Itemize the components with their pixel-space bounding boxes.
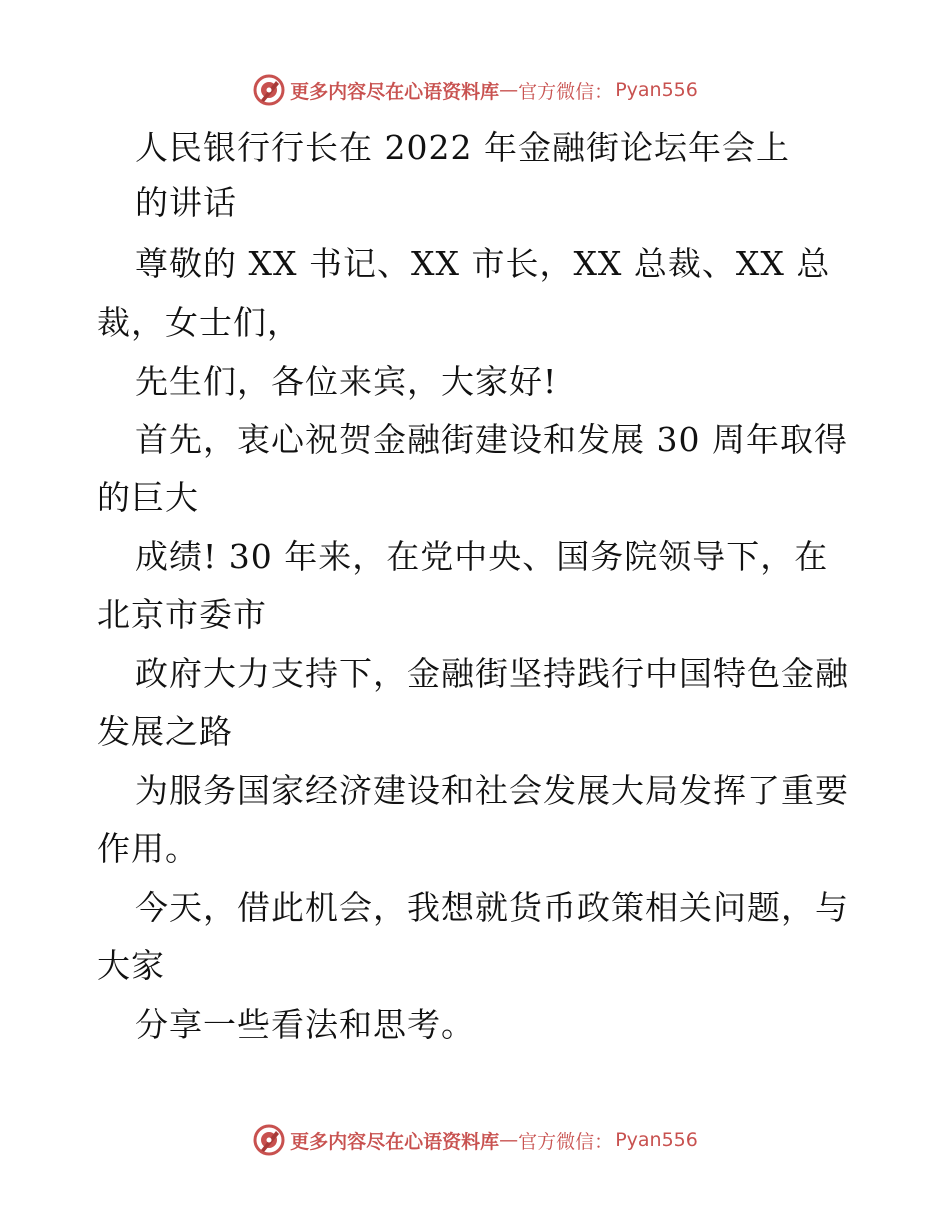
doc-line-7: 的巨大	[97, 478, 199, 517]
banner-main-text: 更多内容尽在心语资料库	[290, 80, 500, 103]
doc-line-14: 今天，借此机会，我想就货币政策相关问题，与	[135, 888, 849, 927]
pen-nib-circle-icon	[252, 1123, 286, 1157]
footer-watermark-banner	[0, 1120, 950, 1160]
banner-separator: —	[499, 79, 519, 101]
doc-line-13: 作用。	[97, 829, 199, 868]
doc-line-5: 先生们，各位来宾，大家好!	[135, 362, 558, 401]
doc-line-10: 政府大力支持下，金融街坚持践行中国特色金融	[135, 654, 849, 693]
doc-line-11: 发展之路	[97, 712, 233, 751]
header-watermark-banner	[0, 70, 950, 110]
banner-wechat-label: 官方微信：	[518, 80, 614, 103]
pen-nib-circle-icon	[252, 73, 286, 107]
doc-line-8: 成绩! 30 年来，在党中央、国务院领导下，在	[135, 537, 829, 576]
doc-line-3: 尊敬的 XX 书记、XX 市长，XX 总裁、XX 总	[135, 244, 831, 283]
doc-line-6: 首先，衷心祝贺金融街建设和发展 30 周年取得	[135, 420, 848, 459]
doc-line-12: 为服务国家经济建设和社会发展大局发挥了重要	[135, 771, 849, 810]
doc-line-15: 大家	[97, 946, 165, 985]
doc-line-2: 的讲话	[135, 183, 237, 222]
banner-separator: —	[499, 1129, 519, 1151]
banner-wechat-id: Pyan556	[615, 79, 698, 101]
banner-main-text: 更多内容尽在心语资料库	[290, 1130, 500, 1153]
banner-wechat-label: 官方微信：	[518, 1130, 614, 1153]
doc-line-1: 人民银行行长在 2022 年金融街论坛年会上	[135, 128, 790, 167]
doc-line-16: 分享一些看法和思考。	[135, 1005, 475, 1044]
doc-line-9: 北京市委市	[97, 595, 267, 634]
doc-line-4: 裁，女士们，	[97, 303, 301, 342]
banner-wechat-id: Pyan556	[615, 1129, 698, 1151]
